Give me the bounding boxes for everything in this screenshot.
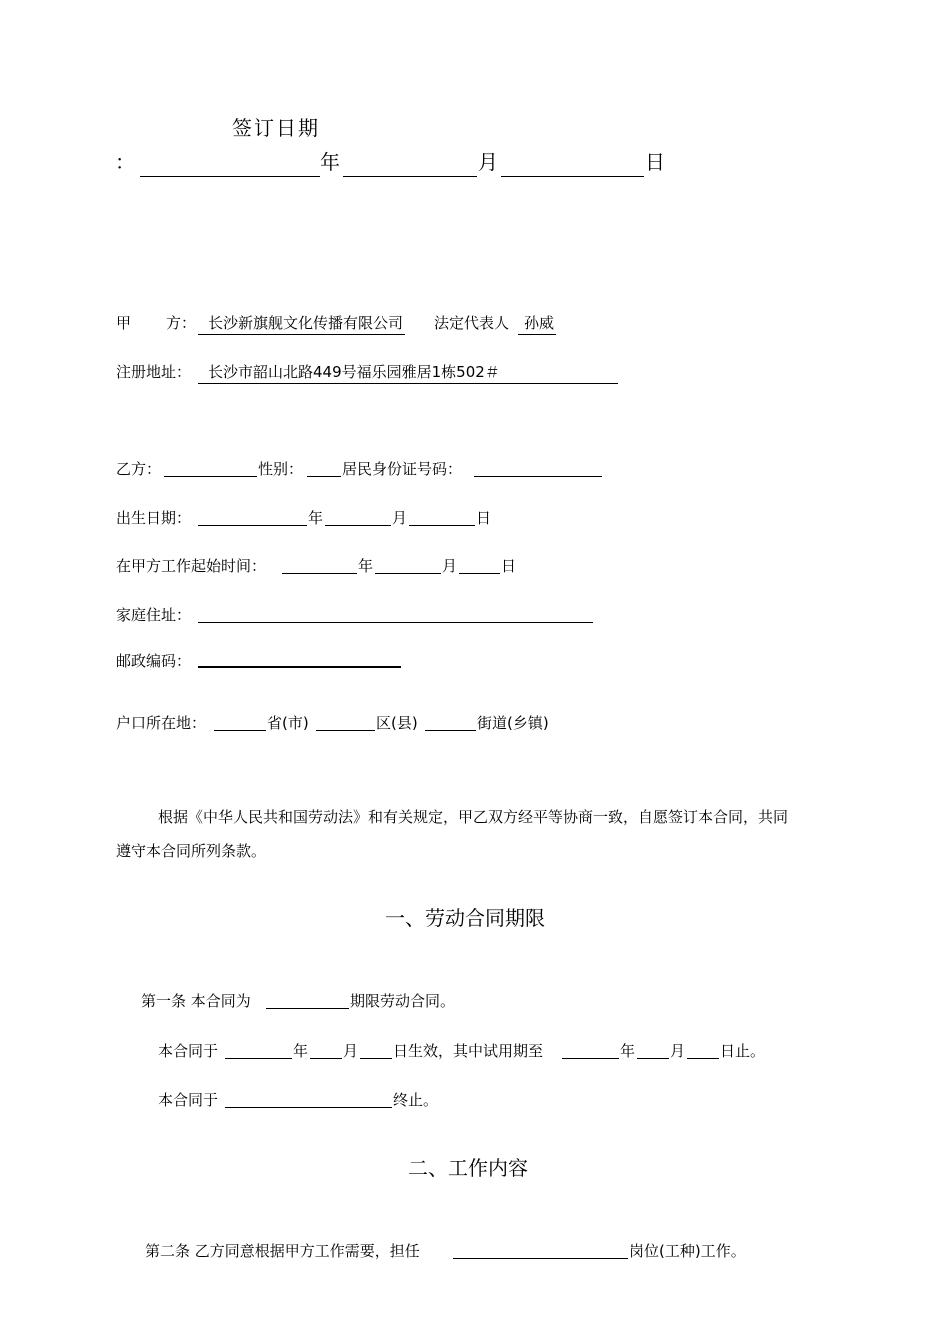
- party-a-label-fang: 方：: [166, 314, 197, 332]
- start-year-blank[interactable]: [282, 573, 357, 574]
- section-2-title: 二、工作内容: [408, 1156, 528, 1180]
- hukou-street-label: 街道(乡镇): [477, 714, 549, 732]
- probation-day-blank[interactable]: [687, 1058, 719, 1059]
- postal-blank[interactable]: [198, 666, 401, 668]
- probation-year-label: 年: [620, 1042, 636, 1060]
- effective-text: 日生效，其中试用期至: [393, 1042, 544, 1060]
- sign-month-blank[interactable]: [343, 176, 477, 177]
- start-label: 在甲方工作起始时间：: [116, 557, 267, 575]
- hukou-district-label: 区(县): [376, 714, 418, 732]
- section-1-title: 一、劳动合同期限: [385, 906, 545, 930]
- effective-day-blank[interactable]: [360, 1058, 392, 1059]
- termination-prefix: 本合同于: [158, 1091, 219, 1109]
- hukou-street-blank[interactable]: [425, 730, 476, 731]
- position-blank[interactable]: [453, 1258, 628, 1259]
- party-a-rep: [518, 312, 556, 335]
- probation-end-text: 日止。: [720, 1042, 766, 1060]
- party-a-label-jia: 甲: [116, 314, 132, 332]
- effective-prefix: 本合同于: [158, 1042, 219, 1060]
- birth-year-label: 年: [308, 509, 324, 527]
- preamble-line-2: 遵守本合同所列条款。: [116, 842, 267, 860]
- rep-name: 孙威: [518, 312, 556, 335]
- party-a-company: [198, 312, 405, 335]
- sign-date-label: 签订日期: [232, 116, 320, 140]
- hukou-district-blank[interactable]: [316, 730, 375, 731]
- effective-month-label: 月: [343, 1042, 359, 1060]
- hukou-label: 户口所在地：: [116, 714, 207, 732]
- probation-month-blank[interactable]: [637, 1058, 669, 1059]
- party-a-address-label: 注册地址：: [116, 363, 192, 381]
- address-value: 长沙市韶山北路449号福乐园雅居1栋502＃: [198, 361, 618, 384]
- birth-month-label: 月: [392, 509, 408, 527]
- party-a-address: [198, 361, 618, 384]
- birth-day-label: 日: [476, 509, 492, 527]
- party-b-label: 乙方：: [116, 460, 162, 478]
- company-name: 长沙新旗舰文化传播有限公司: [198, 312, 405, 335]
- hukou-province-blank[interactable]: [214, 730, 266, 731]
- termination-suffix: 终止。: [393, 1091, 439, 1109]
- birth-month-blank[interactable]: [325, 525, 391, 526]
- effective-month-blank[interactable]: [310, 1058, 342, 1059]
- probation-month-label: 月: [670, 1042, 686, 1060]
- birth-day-blank[interactable]: [409, 525, 475, 526]
- sign-day-blank[interactable]: [501, 176, 644, 177]
- effective-year-label: 年: [293, 1042, 309, 1060]
- start-day-blank[interactable]: [459, 573, 500, 574]
- sign-date-colon: ：: [115, 150, 135, 174]
- preamble-line-1: 根据《中华人民共和国劳动法》和有关规定，甲乙双方经平等协商一致，自愿签订本合同，共同: [158, 808, 789, 826]
- termination-date-blank[interactable]: [225, 1107, 392, 1108]
- party-b-gender-label: 性别：: [258, 460, 304, 478]
- start-day-label: 日: [501, 557, 517, 575]
- sign-year-blank[interactable]: [140, 176, 320, 177]
- effective-year-blank[interactable]: [225, 1058, 292, 1059]
- party-b-gender-blank[interactable]: [307, 476, 341, 477]
- home-label: 家庭住址：: [116, 606, 192, 624]
- sign-year-label: 年: [320, 150, 340, 174]
- home-blank[interactable]: [198, 622, 593, 623]
- article-2-prefix: 第二条 乙方同意根据甲方工作需要，担任: [145, 1242, 420, 1260]
- article-1-prefix: 第一条 本合同为: [141, 992, 251, 1010]
- party-a-rep-label: 法定代表人: [434, 314, 510, 332]
- party-b-id-label: 居民身份证号码：: [342, 460, 463, 478]
- sign-month-label: 月: [478, 150, 498, 174]
- article-1-suffix: 期限劳动合同。: [350, 992, 456, 1010]
- birth-year-blank[interactable]: [198, 525, 307, 526]
- party-b-id-blank[interactable]: [474, 476, 602, 477]
- start-month-blank[interactable]: [375, 573, 441, 574]
- hukou-province-label: 省(市): [267, 714, 309, 732]
- party-b-name-blank[interactable]: [164, 476, 257, 477]
- sign-day-label: 日: [645, 150, 665, 174]
- birth-label: 出生日期：: [116, 509, 192, 527]
- start-year-label: 年: [358, 557, 374, 575]
- article-2-suffix: 岗位(工种)工作。: [629, 1242, 746, 1260]
- start-month-label: 月: [442, 557, 458, 575]
- contract-term-blank[interactable]: [266, 1008, 349, 1009]
- postal-label: 邮政编码：: [116, 652, 192, 670]
- probation-year-blank[interactable]: [562, 1058, 619, 1059]
